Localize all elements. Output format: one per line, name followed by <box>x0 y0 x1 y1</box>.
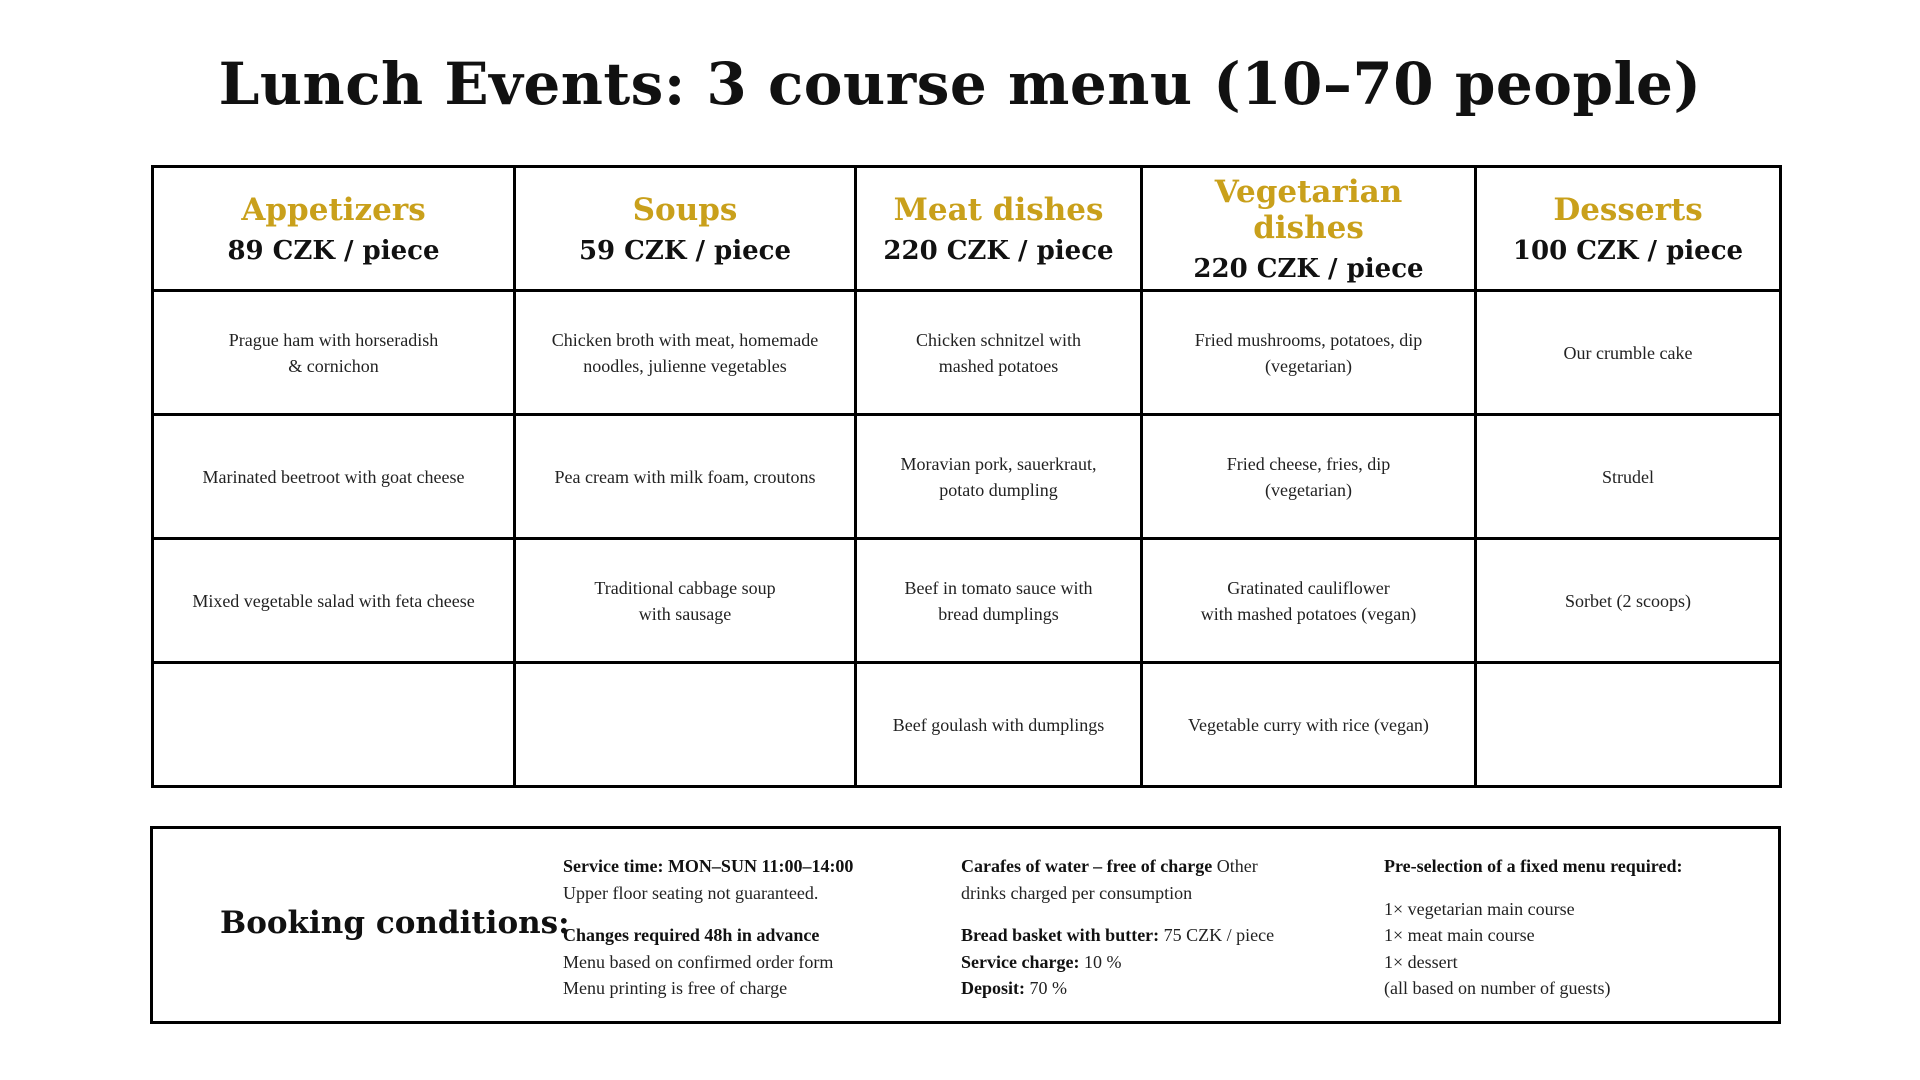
dish-cell <box>1142 415 1476 539</box>
changes-line <box>563 922 853 949</box>
preselection-item: 1× dessert <box>1384 951 1458 972</box>
dish-name: Prague ham with horseradish & cornichon <box>228 329 439 376</box>
header-appetizers <box>153 167 515 291</box>
dish-cell <box>1142 291 1476 415</box>
dish-cell <box>153 539 515 663</box>
preselection-label: Pre-selection of a fixed menu required: <box>1384 856 1683 876</box>
deposit-line <box>961 975 1274 1002</box>
dish-cell <box>515 539 856 663</box>
deposit-label: Deposit: <box>961 978 1025 998</box>
dish-name: Beef in tomato sauce with bread dumplings <box>904 577 1093 624</box>
dish-name: Moravian pork, sauerkraut, potato dumpling <box>900 453 1097 500</box>
spacer <box>563 906 853 922</box>
menu-header-row <box>153 167 1781 291</box>
dish-name: Gratinated cauliflower with mashed potatoes (vegan) <box>1200 577 1417 624</box>
dish-name: Fried mushrooms, potatoes, dip (vegetarian) <box>1194 329 1423 376</box>
dish-name: Vegetable curry with rice (vegan) <box>1188 714 1429 735</box>
dish-cell <box>1142 539 1476 663</box>
dish-cell <box>856 415 1142 539</box>
dish-cell <box>1476 539 1781 663</box>
booking-column-preselection <box>1384 853 1682 1002</box>
changes-label: Changes required 48h in advance <box>563 925 820 945</box>
category-price: 220 CZK / piece <box>883 235 1114 266</box>
category-price: 220 CZK / piece <box>1193 253 1424 284</box>
header-soups <box>515 167 856 291</box>
drinks-note: drinks charged per consumption <box>961 882 1193 903</box>
dish-name: Chicken broth with meat, homemade noodles, julienne vegetables <box>551 329 819 376</box>
upper-floor-note: Upper floor seating not guaranteed. <box>563 882 819 903</box>
menu-table <box>151 165 1782 788</box>
water-line <box>961 853 1274 880</box>
dish-name: Mixed vegetable salad with feta cheese <box>192 590 475 611</box>
bread-line <box>961 922 1274 949</box>
dish-name: Traditional cabbage soup with sausage <box>594 577 776 624</box>
category-price: 100 CZK / piece <box>1512 235 1744 266</box>
category-price: 59 CZK / piece <box>578 235 792 266</box>
service-time-label: Service time: MON–SUN 11:00–14:00 <box>563 856 854 876</box>
dish-cell <box>1476 415 1781 539</box>
dish-name: Strudel <box>1602 466 1654 487</box>
deposit-value: 70 % <box>1025 978 1067 998</box>
category-name: Vegetarian dishes <box>1214 173 1403 246</box>
preselection-item: 1× vegetarian main course <box>1384 898 1575 919</box>
dish-cell <box>153 415 515 539</box>
menu-row <box>153 415 1781 539</box>
booking-title: Booking conditions: <box>220 905 570 941</box>
dish-cell <box>1142 663 1476 787</box>
dish-cell <box>856 663 1142 787</box>
service-charge-line <box>961 949 1274 976</box>
bread-value: 75 CZK / piece <box>1159 925 1275 945</box>
header-vegetarian-dishes <box>1142 167 1476 291</box>
booking-column-service <box>563 853 853 1002</box>
service-time-line <box>563 853 853 880</box>
dish-cell <box>856 291 1142 415</box>
dish-cell <box>153 663 515 787</box>
water-rest: Other <box>1212 856 1258 876</box>
spacer <box>1384 880 1682 896</box>
dish-cell <box>1476 291 1781 415</box>
preselection-line <box>1384 853 1682 880</box>
bread-label: Bread basket with butter: <box>961 925 1160 945</box>
category-name: Meat dishes <box>893 191 1104 228</box>
dish-name: Beef goulash with dumplings <box>892 714 1105 735</box>
preselection-note: (all based on number of guests) <box>1384 978 1611 998</box>
dish-name: Pea cream with milk foam, croutons <box>554 466 816 487</box>
dish-cell <box>153 291 515 415</box>
dish-cell <box>1476 663 1781 787</box>
dish-cell <box>515 291 856 415</box>
water-label: Carafes of water – free of charge <box>961 856 1213 876</box>
preselection-item: 1× meat main course <box>1384 925 1535 945</box>
service-charge-label: Service charge: <box>961 951 1080 972</box>
dish-cell <box>515 415 856 539</box>
dish-name: Sorbet (2 scoops) <box>1565 590 1691 611</box>
dish-cell <box>856 539 1142 663</box>
dish-name: Chicken schnitzel with mashed potatoes <box>916 329 1081 376</box>
booking-column-charges <box>961 853 1274 1002</box>
category-name: Appetizers <box>241 191 426 228</box>
dish-name: Our crumble cake <box>1563 342 1693 363</box>
menu-row <box>153 663 1781 787</box>
menu-row <box>153 539 1781 663</box>
spacer <box>961 906 1274 922</box>
dish-name: Marinated beetroot with goat cheese <box>202 466 465 487</box>
category-name: Desserts <box>1553 191 1703 228</box>
dish-name: Fried cheese, fries, dip (vegetarian) <box>1226 453 1391 500</box>
category-price: 89 CZK / piece <box>227 235 440 266</box>
header-desserts <box>1476 167 1781 291</box>
header-meat-dishes <box>856 167 1142 291</box>
menu-row <box>153 291 1781 415</box>
category-name: Soups <box>632 191 738 228</box>
service-charge-value: 10 % <box>1079 951 1122 972</box>
dish-cell <box>515 663 856 787</box>
menu-based-note: Menu based on confirmed order form <box>563 951 834 972</box>
booking-conditions-box <box>150 826 1781 1024</box>
page-title: Lunch Events: 3 course menu (10–70 people) <box>218 50 1702 118</box>
menu-printing-note: Menu printing is free of charge <box>563 978 788 998</box>
